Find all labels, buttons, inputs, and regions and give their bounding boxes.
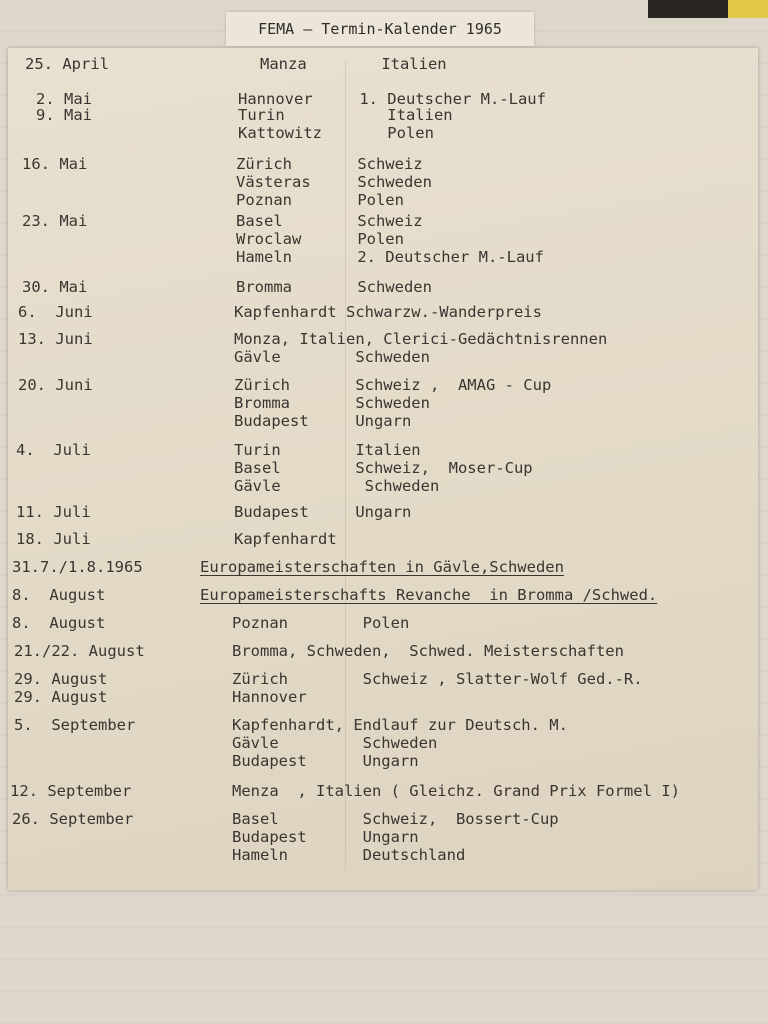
entry-detail: Gävle Schweden — [234, 477, 440, 495]
entry-detail: Bromma Schweden — [236, 278, 432, 296]
background-object-yellow — [728, 0, 768, 18]
entry-detail: Kapfenhardt Schwarzw.-Wanderpreis — [234, 303, 542, 321]
entry-detail: Manza Italien — [260, 55, 447, 73]
entry-detail: Budapest Ungarn — [234, 503, 412, 521]
entry-date: 2. Mai — [36, 90, 92, 108]
entry-date: 8. August — [12, 586, 106, 604]
entry-detail: Zürich Schweiz — [236, 155, 423, 173]
entry-detail: Hannover 1. Deutscher M.-Lauf — [238, 90, 546, 108]
entry-detail: Kattowitz Polen — [238, 124, 434, 142]
entry-date: 29. August — [14, 688, 108, 706]
entry-date: 23. Mai — [22, 212, 88, 230]
entry-detail: Poznan Polen — [236, 191, 404, 209]
entry-date: 4. Juli — [16, 441, 91, 459]
entry-detail: Bromma, Schweden, Schwed. Meisterschaften — [232, 642, 624, 660]
entry-detail: Turin Italien — [234, 441, 421, 459]
entry-detail: Wroclaw Polen — [236, 230, 404, 248]
entry-detail: Basel Schweiz — [236, 212, 423, 230]
entry-date: 12. September — [10, 782, 132, 800]
entry-detail: Hannover — [232, 688, 307, 706]
entry-date: 20. Juni — [18, 376, 93, 394]
entry-date: 16. Mai — [22, 155, 88, 173]
entry-detail: Västeras Schweden — [236, 173, 432, 191]
entry-detail: Europameisterschaften in Gävle,Schweden — [200, 558, 564, 576]
entry-detail: Budapest Ungarn — [232, 752, 419, 770]
entry-date: 18. Juli — [16, 530, 91, 548]
entry-date: 21./22. August — [14, 642, 145, 660]
entry-date: 31.7./1.8.1965 — [12, 558, 143, 576]
entry-date: 11. Juli — [16, 503, 91, 521]
entry-detail: Bromma Schweden — [234, 394, 430, 412]
entry-date: 29. August — [14, 670, 108, 688]
entry-detail: Kapfenhardt — [234, 530, 337, 548]
entry-detail: Hameln 2. Deutscher M.-Lauf — [236, 248, 544, 266]
entry-date: 5. September — [14, 716, 136, 734]
entry-detail: Menza , Italien ( Gleichz. Grand Prix Formel I) — [232, 782, 680, 800]
entry-date: 6. Juni — [18, 303, 93, 321]
entry-detail: Turin Italien — [238, 106, 453, 124]
entry-detail: Europameisterschafts Revanche in Bromma /Schwed. — [200, 586, 658, 604]
entry-detail: Gävle Schweden — [232, 734, 438, 752]
entry-date: 13. Juni — [18, 330, 93, 348]
entry-date: 8. August — [12, 614, 106, 632]
entry-detail: Basel Schweiz, Moser-Cup — [234, 459, 533, 477]
document-title: FEMA – Termin-Kalender 1965 — [226, 12, 534, 46]
entry-date: 26. September — [12, 810, 134, 828]
entry-date: 30. Mai — [22, 278, 88, 296]
entry-detail: Zürich Schweiz , Slatter-Wolf Ged.-R. — [232, 670, 643, 688]
entry-detail: Hameln Deutschland — [232, 846, 466, 864]
entry-detail: Budapest Ungarn — [232, 828, 419, 846]
entry-detail: Zürich Schweiz , AMAG - Cup — [234, 376, 552, 394]
entry-detail: Gävle Schweden — [234, 348, 430, 366]
entry-detail: Poznan Polen — [232, 614, 410, 632]
entry-detail: Basel Schweiz, Bossert-Cup — [232, 810, 559, 828]
entry-detail: Budapest Ungarn — [234, 412, 412, 430]
entry-detail: Monza, Italien, Clerici-Gedächtnisrennen — [234, 330, 608, 348]
entry-detail: Kapfenhardt, Endlauf zur Deutsch. M. — [232, 716, 568, 734]
entry-date: 9. Mai — [36, 106, 92, 124]
entry-date: 25. April — [25, 55, 109, 73]
